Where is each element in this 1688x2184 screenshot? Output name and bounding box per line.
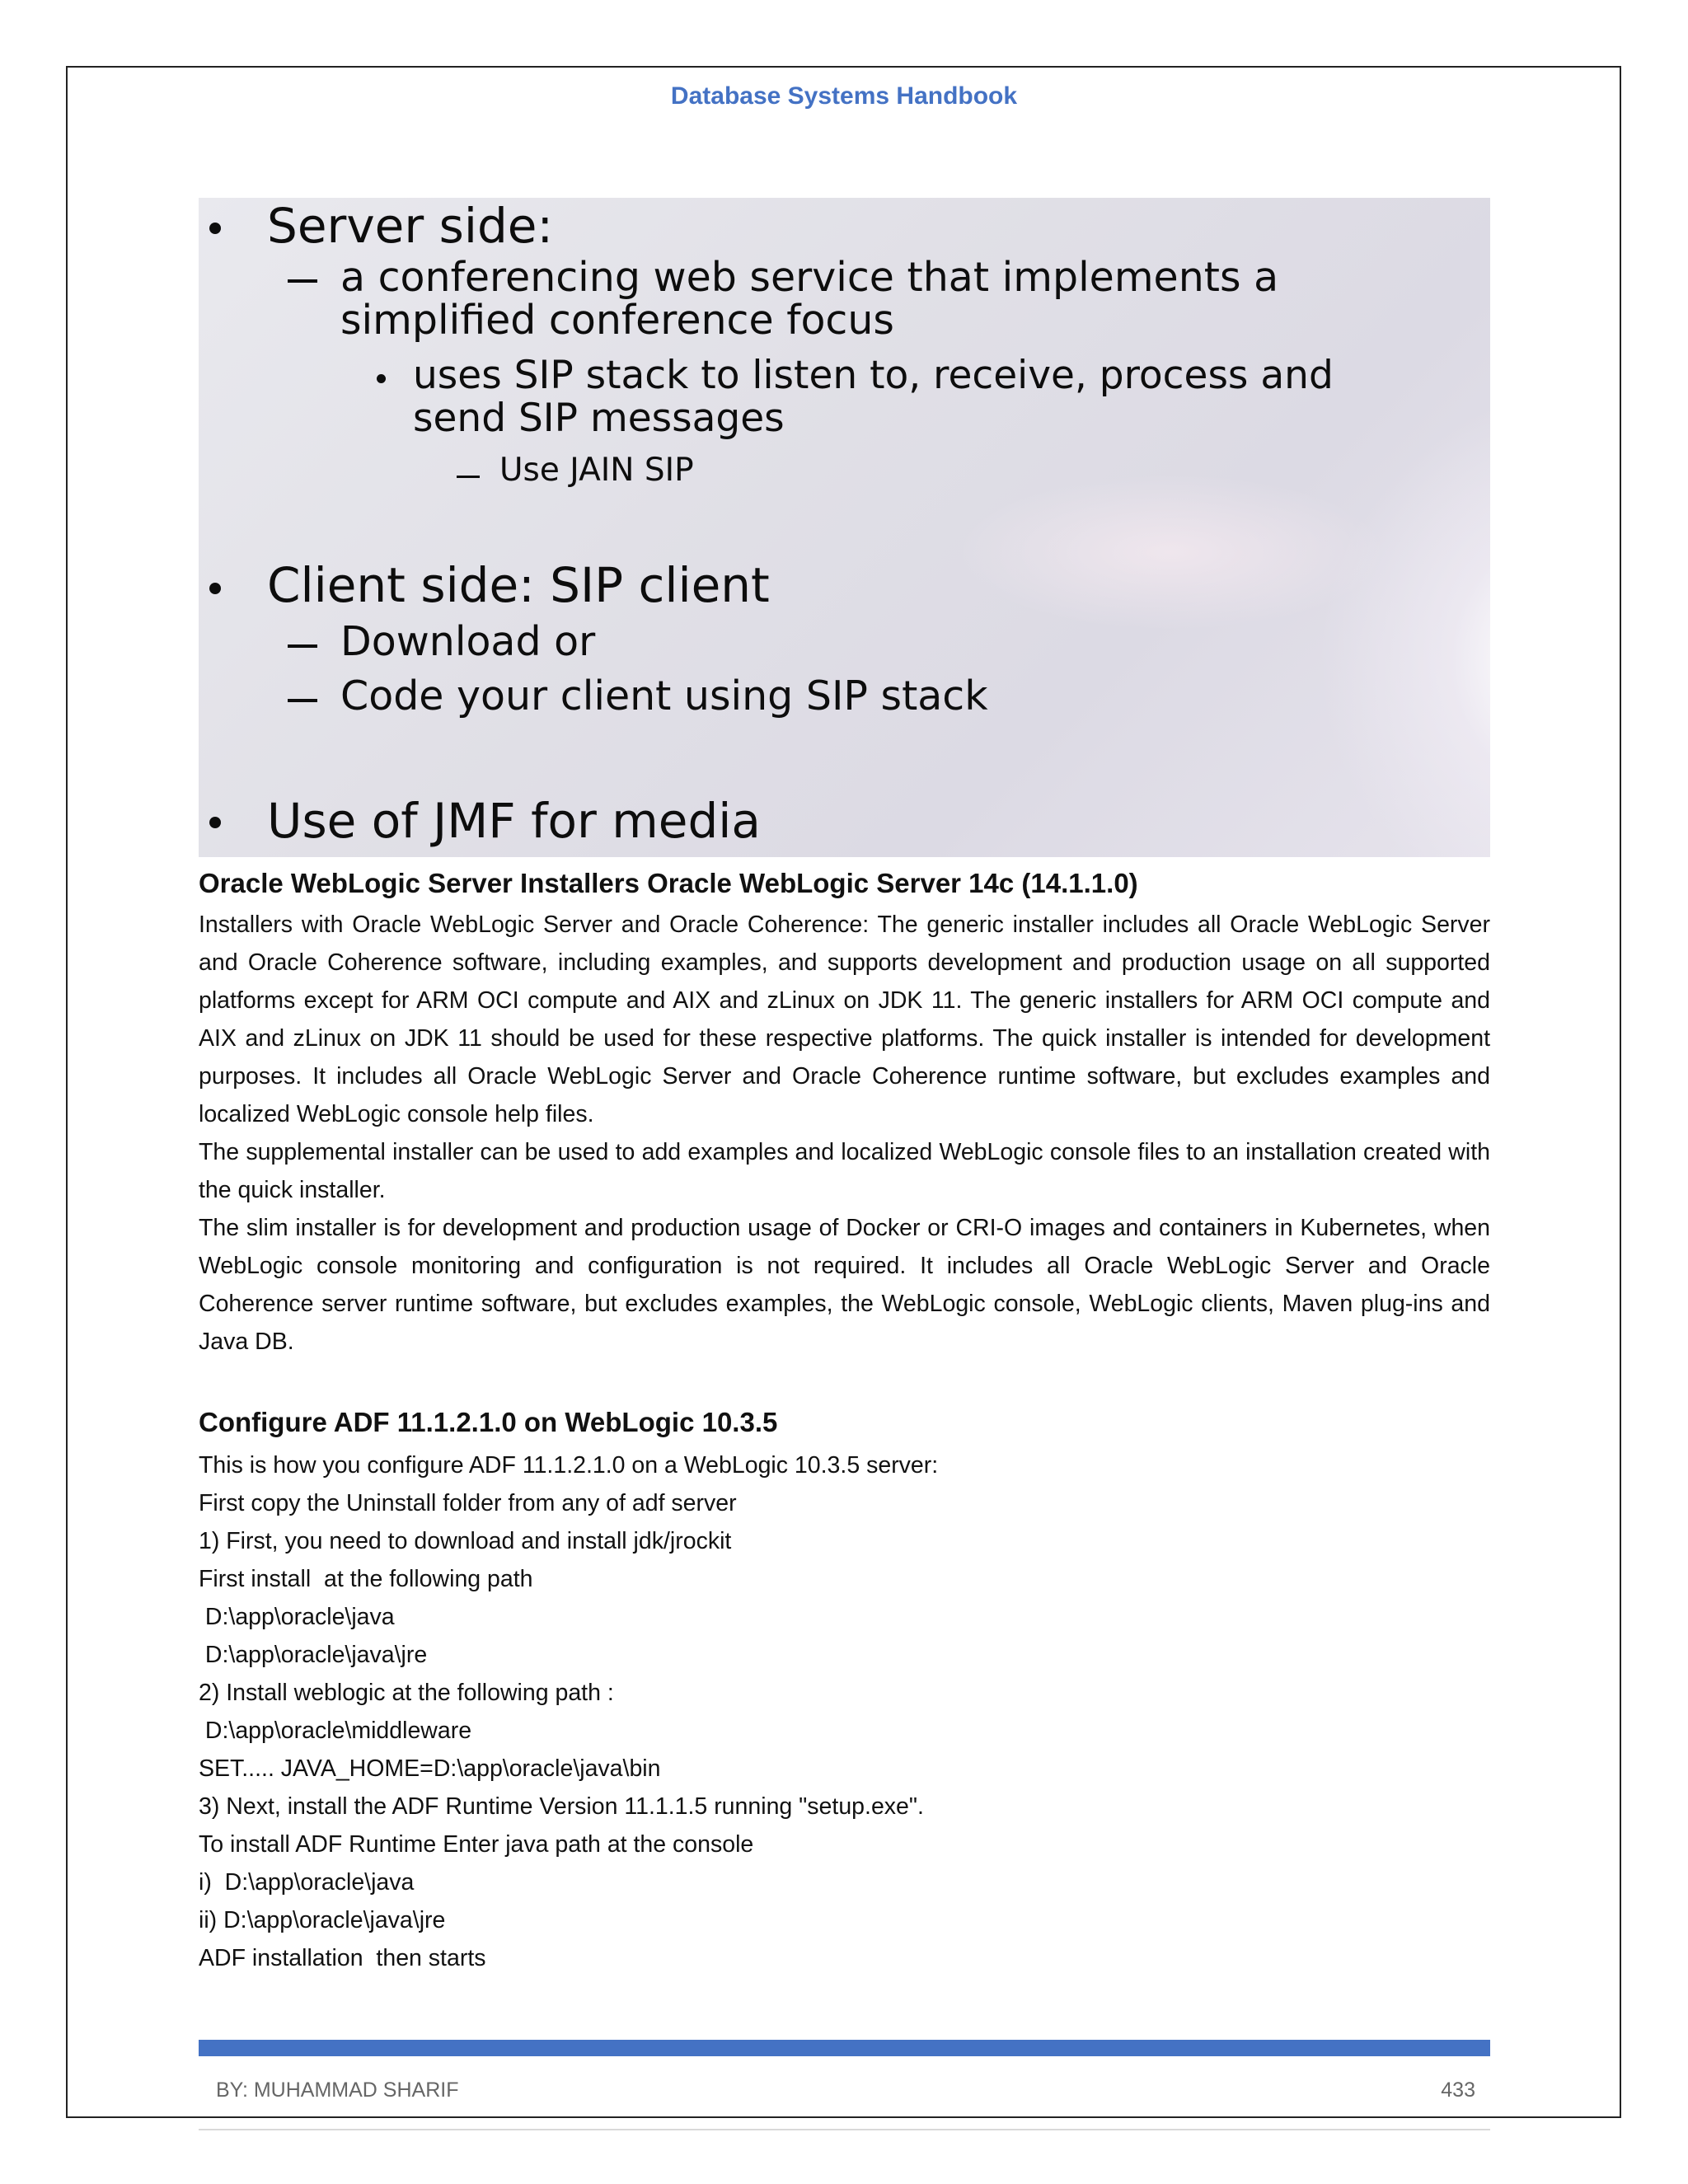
bullet-icon [209, 817, 221, 828]
instruction-line: i) D:\app\oracle\java [199, 1869, 415, 1896]
instruction-line: To install ADF Runtime Enter java path at the console [199, 1831, 754, 1858]
instruction-line: First copy the Uninstall folder from any of adf server [199, 1490, 737, 1516]
slide-line: Use JAIN SIP [499, 452, 694, 489]
slide-line: send SIP messages [413, 396, 785, 441]
instruction-line: 3) Next, install the ADF Runtime Version 11.1.1.5 running "setup.exe". [199, 1793, 924, 1820]
instruction-line: 2) Install weblogic at the following path : [199, 1680, 614, 1706]
instruction-line: ii) D:\app\oracle\java\jre [199, 1907, 446, 1933]
section-heading: Configure ADF 11.1.2.1.0 on WebLogic 10.3.5 [199, 1407, 778, 1437]
slide-line: Use of JMF for media [267, 793, 761, 849]
slide-line: a conferencing web service that implements a [340, 254, 1279, 301]
slide-line: uses SIP stack to listen to, receive, process and [413, 353, 1334, 398]
dash-icon [288, 279, 317, 283]
instruction-line: D:\app\oracle\java [199, 1604, 395, 1630]
footer-bar [199, 2040, 1490, 2056]
footer-author: BY: MUHAMMAD SHARIF [216, 2079, 459, 2102]
dash-icon [288, 644, 317, 648]
bullet-icon [377, 374, 386, 383]
instruction-line: SET..... JAVA_HOME=D:\app\oracle\java\bin [199, 1755, 661, 1782]
slide-line: Client side: SIP client [267, 557, 770, 613]
bullet-icon [209, 583, 221, 594]
slide-line: Server side: [267, 198, 554, 254]
instruction-line: ADF installation then starts [199, 1945, 486, 1971]
slide-line: simplified conference focus [340, 297, 894, 344]
dash-icon [288, 699, 317, 702]
page-number: 433 [1441, 2079, 1475, 2102]
instruction-line: D:\app\oracle\middleware [199, 1718, 472, 1744]
running-header: Database Systems Handbook [670, 82, 1018, 110]
section-heading: Oracle WebLogic Server Installers Oracle WebLogic Server 14c (14.1.1.0) [199, 868, 1138, 898]
instruction-line: D:\app\oracle\java\jre [199, 1642, 428, 1668]
slide-line: Download or [340, 618, 596, 665]
instruction-line: This is how you configure ADF 11.1.2.1.0 on a WebLogic 10.3.5 server: [199, 1452, 939, 1479]
body-content [199, 861, 1490, 1977]
slide-line: Code your client using SIP stack [340, 673, 988, 719]
instruction-line: 1) First, you need to download and install jdk/jrockit [199, 1528, 732, 1554]
instruction-line: First install at the following path [199, 1566, 533, 1592]
paragraph: The slim installer is for development and production usage of Docker or CRI-O images and containers in Kubernetes, when WebLogic console monitoring and configuration is not required. It includes all Oracle WebLogic Server and Oracle Coherence server runtime software, but excludes examples, the WebLogic console, WebLogic clients, Maven plug-ins and Java DB. [199, 1215, 1490, 1355]
bottom-rule [199, 2129, 1490, 2130]
bullet-icon [209, 223, 221, 234]
slide-image [199, 198, 1490, 857]
dash-icon [457, 476, 480, 478]
paragraph: Installers with Oracle WebLogic Server and Oracle Coherence: The generic installer includes all Oracle WebLogic Server and Oracle Coherence software, including examples, and supports development and production usage on all supported platforms except for ARM OCI compute and AIX and zLinux on JDK 11. The generic installers for ARM OCI compute and AIX and zLinux on JDK 11 should be used for these respective platforms. The quick installer is intended for development purposes. It includes all Oracle WebLogic Server and Oracle Coherence runtime software, but excludes examples and localized WebLogic console help files. [199, 912, 1490, 1127]
paragraph: The supplemental installer can be used to add examples and localized WebLogic console files to an installation created with the quick installer. [199, 1139, 1490, 1203]
